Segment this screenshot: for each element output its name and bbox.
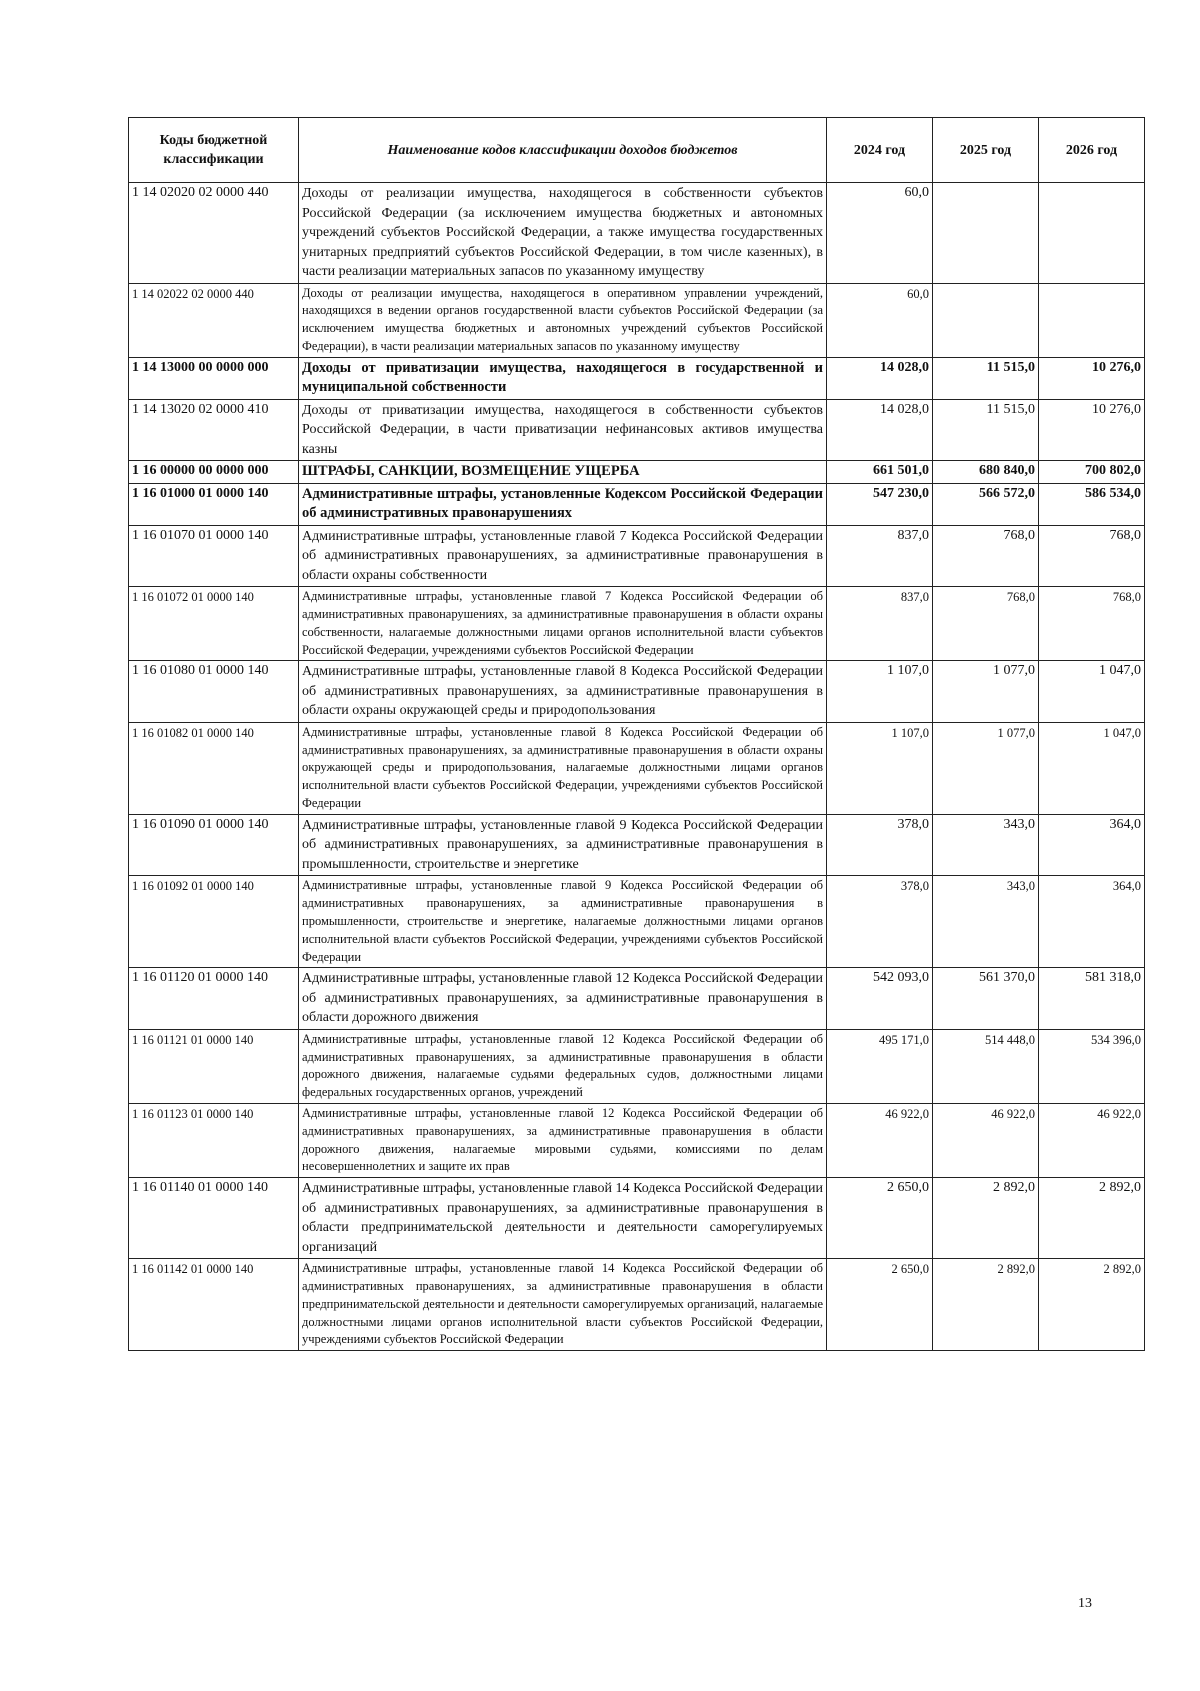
table-row: [129, 461, 1145, 484]
revenue-name-cell: ШТРАФЫ, САНКЦИИ, ВОЗМЕЩЕНИЕ УЩЕРБА: [299, 461, 827, 484]
value-2026-cell: 2 892,0: [1039, 1259, 1145, 1351]
value-2024-cell: 547 230,0: [827, 483, 933, 525]
value-2026-cell: 1 047,0: [1039, 661, 1145, 723]
revenue-name-cell: Доходы от реализации имущества, находящегося в оперативном управлении учреждений, находящихся в ведении органов государственной власти субъектов Российской Федерации (за исключением имущества бюджетных и автономных учреждений субъектов Российской Федерации), в части реализации материальных запасов по указанному имуществу: [299, 283, 827, 357]
value-2026-cell: [1039, 283, 1145, 357]
budget-code-cell: 1 14 02022 02 0000 440: [129, 283, 299, 357]
value-2025-cell: 561 370,0: [933, 968, 1039, 1030]
budget-code-cell: 1 16 01070 01 0000 140: [129, 525, 299, 587]
value-2025-cell: 1 077,0: [933, 722, 1039, 814]
value-2024-cell: 837,0: [827, 525, 933, 587]
value-2024-cell: 60,0: [827, 183, 933, 284]
value-2025-cell: 1 077,0: [933, 661, 1039, 723]
table-row: [129, 1029, 1145, 1103]
value-2026-cell: 10 276,0: [1039, 357, 1145, 399]
budget-code-cell: 1 16 01090 01 0000 140: [129, 814, 299, 876]
value-2024-cell: 60,0: [827, 283, 933, 357]
value-2025-cell: 680 840,0: [933, 461, 1039, 484]
table-row: [129, 814, 1145, 876]
value-2024-cell: 2 650,0: [827, 1178, 933, 1259]
value-2024-cell: 14 028,0: [827, 357, 933, 399]
budget-code-cell: 1 16 01092 01 0000 140: [129, 876, 299, 968]
value-2026-cell: 46 922,0: [1039, 1104, 1145, 1178]
value-2026-cell: 1 047,0: [1039, 722, 1145, 814]
table-row: [129, 1178, 1145, 1259]
value-2024-cell: 542 093,0: [827, 968, 933, 1030]
table-row: [129, 876, 1145, 968]
revenue-name-cell: Доходы от реализации имущества, находящегося в собственности субъектов Российской Федерации (за исключением имущества бюджетных и автономных учреждений субъектов Российской Федерации, а также имущества государственных унитарных предприятий субъектов Российской Федерации, в том числе казенных), в части реализации материальных запасов по указанному имуществу: [299, 183, 827, 284]
value-2026-cell: [1039, 183, 1145, 284]
table-row: [129, 1104, 1145, 1178]
budget-code-cell: 1 16 01000 01 0000 140: [129, 483, 299, 525]
value-2024-cell: 1 107,0: [827, 661, 933, 723]
revenue-name-cell: Административные штрафы, установленные главой 12 Кодекса Российской Федерации об административных правонарушениях, за административные правонарушения в области дорожного движения, налагаемые мировыми судьями, комиссиями по делам несовершеннолетних и защите их прав: [299, 1104, 827, 1178]
value-2024-cell: 378,0: [827, 876, 933, 968]
header-2024: 2024 год: [827, 118, 933, 183]
value-2024-cell: 837,0: [827, 587, 933, 661]
value-2026-cell: 534 396,0: [1039, 1029, 1145, 1103]
revenue-name-cell: Административные штрафы, установленные главой 14 Кодекса Российской Федерации об административных правонарушениях, за административные правонарушения в области предпринимательской деятельности и деятельности саморегулируемых организаций, налагаемые должностными лицами органов исполнительной власти субъектов Российской Федерации, учреждениями субъектов Российской Федерации: [299, 1259, 827, 1351]
value-2025-cell: 566 572,0: [933, 483, 1039, 525]
revenue-name-cell: Административные штрафы, установленные главой 7 Кодекса Российской Федерации об административных правонарушениях, за административные правонарушения в области охраны собственности: [299, 525, 827, 587]
value-2025-cell: 11 515,0: [933, 399, 1039, 461]
revenue-name-cell: Административные штрафы, установленные главой 8 Кодекса Российской Федерации об административных правонарушениях, за административные правонарушения в области охраны окружающей среды и природопользования: [299, 661, 827, 723]
table-row: [129, 722, 1145, 814]
value-2025-cell: 46 922,0: [933, 1104, 1039, 1178]
revenue-name-cell: Административные штрафы, установленные главой 7 Кодекса Российской Федерации об административных правонарушениях, за административные правонарушения в области охраны собственности, налагаемые должностными лицами органов исполнительной власти субъектов Российской Федерации, учреждениями субъектов Российской Федерации: [299, 587, 827, 661]
revenue-name-cell: Административные штрафы, установленные главой 12 Кодекса Российской Федерации об административных правонарушениях, за административные правонарушения в области дорожного движения, налагаемые судьями федеральных судов, должностными лицами федеральных государственных органов, учреждений: [299, 1029, 827, 1103]
revenue-name-cell: Административные штрафы, установленные главой 9 Кодекса Российской Федерации об административных правонарушениях, за административные правонарушения в промышленности, строительстве и энергетике, налагаемые должностными лицами органов исполнительной власти субъектов Российской Федерации, учреждениями субъектов Российской Федерации: [299, 876, 827, 968]
value-2024-cell: 1 107,0: [827, 722, 933, 814]
table-row: [129, 968, 1145, 1030]
revenue-name-cell: Административные штрафы, установленные главой 12 Кодекса Российской Федерации об административных правонарушениях, за административные правонарушения в области дорожного движения: [299, 968, 827, 1030]
table-row: [129, 283, 1145, 357]
value-2026-cell: 364,0: [1039, 814, 1145, 876]
value-2025-cell: 768,0: [933, 525, 1039, 587]
budget-code-cell: 1 16 01080 01 0000 140: [129, 661, 299, 723]
value-2026-cell: 768,0: [1039, 587, 1145, 661]
header-code: Коды бюджетной классификации: [129, 118, 299, 183]
revenue-name-cell: Доходы от приватизации имущества, находящегося в государственной и муниципальной собственности: [299, 357, 827, 399]
budget-code-cell: 1 14 13020 02 0000 410: [129, 399, 299, 461]
budget-code-cell: 1 16 01142 01 0000 140: [129, 1259, 299, 1351]
value-2025-cell: 768,0: [933, 587, 1039, 661]
header-2025: 2025 год: [933, 118, 1039, 183]
value-2024-cell: 14 028,0: [827, 399, 933, 461]
table-row: [129, 483, 1145, 525]
budget-revenue-table: [128, 117, 1145, 1351]
value-2026-cell: 581 318,0: [1039, 968, 1145, 1030]
table-row: [129, 399, 1145, 461]
value-2026-cell: 700 802,0: [1039, 461, 1145, 484]
value-2024-cell: 661 501,0: [827, 461, 933, 484]
value-2025-cell: 11 515,0: [933, 357, 1039, 399]
table-row: [129, 525, 1145, 587]
value-2025-cell: 343,0: [933, 814, 1039, 876]
value-2024-cell: 378,0: [827, 814, 933, 876]
budget-code-cell: 1 14 13000 00 0000 000: [129, 357, 299, 399]
budget-code-cell: 1 16 01140 01 0000 140: [129, 1178, 299, 1259]
budget-code-cell: 1 16 01072 01 0000 140: [129, 587, 299, 661]
value-2025-cell: [933, 183, 1039, 284]
value-2025-cell: 2 892,0: [933, 1178, 1039, 1259]
table-body: [129, 183, 1145, 1351]
value-2026-cell: 768,0: [1039, 525, 1145, 587]
value-2024-cell: 2 650,0: [827, 1259, 933, 1351]
revenue-name-cell: Административные штрафы, установленные главой 8 Кодекса Российской Федерации об административных правонарушениях, за административные правонарушения в области охраны окружающей среды и природопользования, налагаемые должностными лицами органов исполнительной власти субъектов Российской Федерации, учреждениями субъектов Российской Федерации: [299, 722, 827, 814]
budget-code-cell: 1 16 01121 01 0000 140: [129, 1029, 299, 1103]
budget-code-cell: 1 16 01120 01 0000 140: [129, 968, 299, 1030]
revenue-name-cell: Административные штрафы, установленные главой 9 Кодекса Российской Федерации об административных правонарушениях, за административные правонарушения в промышленности, строительстве и энергетике: [299, 814, 827, 876]
header-name: Наименование кодов классификации доходов бюджетов: [299, 118, 827, 183]
table-row: [129, 183, 1145, 284]
table-row: [129, 357, 1145, 399]
value-2024-cell: 46 922,0: [827, 1104, 933, 1178]
budget-code-cell: 1 16 01123 01 0000 140: [129, 1104, 299, 1178]
revenue-name-cell: Доходы от приватизации имущества, находящегося в собственности субъектов Российской Федерации, в части приватизации нефинансовых активов имущества казны: [299, 399, 827, 461]
page-number: 13: [1078, 1596, 1092, 1611]
value-2025-cell: 343,0: [933, 876, 1039, 968]
budget-code-cell: 1 14 02020 02 0000 440: [129, 183, 299, 284]
revenue-name-cell: Административные штрафы, установленные Кодексом Российской Федерации об административных правонарушениях: [299, 483, 827, 525]
table-header-row: [129, 118, 1145, 183]
value-2025-cell: 2 892,0: [933, 1259, 1039, 1351]
table-row: [129, 1259, 1145, 1351]
value-2026-cell: 364,0: [1039, 876, 1145, 968]
header-2026: 2026 год: [1039, 118, 1145, 183]
value-2025-cell: 514 448,0: [933, 1029, 1039, 1103]
table-row: [129, 661, 1145, 723]
value-2024-cell: 495 171,0: [827, 1029, 933, 1103]
revenue-name-cell: Административные штрафы, установленные главой 14 Кодекса Российской Федерации об административных правонарушениях, за административные правонарушения в области предпринимательской деятельности и деятельности саморегулируемых организаций: [299, 1178, 827, 1259]
value-2026-cell: 586 534,0: [1039, 483, 1145, 525]
budget-code-cell: 1 16 01082 01 0000 140: [129, 722, 299, 814]
value-2026-cell: 10 276,0: [1039, 399, 1145, 461]
table-row: [129, 587, 1145, 661]
value-2025-cell: [933, 283, 1039, 357]
budget-code-cell: 1 16 00000 00 0000 000: [129, 461, 299, 484]
value-2026-cell: 2 892,0: [1039, 1178, 1145, 1259]
